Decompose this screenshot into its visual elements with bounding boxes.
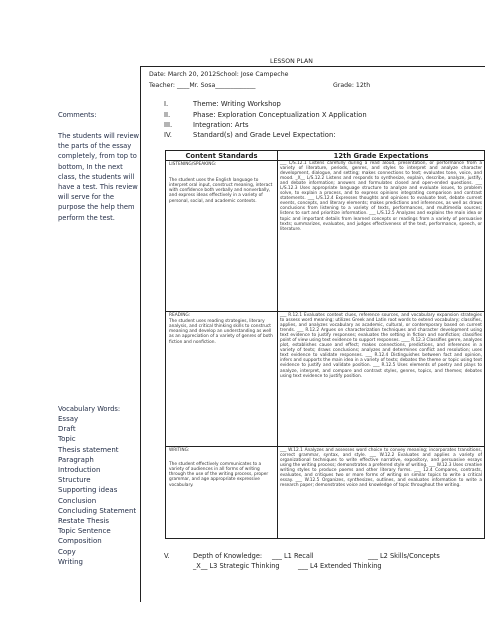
table-column-divider: [277, 150, 278, 539]
section-2-num: II.: [164, 111, 171, 119]
depth-label: Depth of Knowledge:: [193, 552, 263, 560]
lesson-plan-title: LESSON PLAN: [270, 58, 313, 65]
teacher-line: Teacher: ____Mr. Sosa_____________: [149, 82, 256, 89]
vocab-item: Concluding Statement: [58, 506, 137, 515]
comments-text: The students will review the parts of the essay completely, from top to bottom, In the next class, the students will have a test. This review will serve for the purpose the help them perform the test.: [58, 132, 140, 222]
vocab-item: Copy: [58, 547, 76, 556]
vocab-item: Paragraph: [58, 455, 94, 464]
listening-speaking-heading: LISTENING/SPEAKING:: [169, 162, 217, 167]
vocabulary-label: Vocabulary Words:: [58, 405, 121, 413]
section-3-text: Integration: Arts: [193, 121, 249, 129]
date-school-line: Date: March 20, 2012School: Jose Campeche: [149, 71, 289, 78]
section-4-text: Standard(s) and Grade Level Expectation:: [193, 131, 336, 139]
depth-num: V.: [164, 552, 170, 560]
vocab-item: Writing: [58, 557, 83, 566]
reading-heading: READING:: [169, 313, 191, 318]
grade-line: Grade: 12th: [333, 82, 371, 89]
vocab-item: Topic: [58, 435, 76, 444]
vocab-item: Restate Thesis: [58, 517, 110, 526]
vocabulary-list: [58, 414, 142, 567]
writing-description: The student effectively communicates to a variety of audiences in all forms of writing through the use of the writing process, proper grammar, and age appropriate expressive vocabulary.: [169, 462, 269, 488]
section-4-num: IV.: [164, 131, 172, 139]
vocab-item: Topic Sentence: [58, 527, 111, 536]
top-rule: [140, 66, 485, 67]
depth-l3: _X__ L3 Strategic Thinking: [193, 562, 280, 570]
vocab-item: Draft: [58, 425, 76, 434]
depth-l1: ___ L1 Recall: [272, 552, 314, 560]
listening-speaking-expectations: ___ L/S.12.1 Listens carefully during a read aloud, presentation, or performance from a variety of literature, periods, genres, and styles to interpret and analyze character development, dialogue, and setting; makes connections to text; evaluates tone, voice, and mood. _X__ L/S.12.2 Listens and responds to synthesize, explain, describe, analyze, justify, and debate information; answers and formulates closed and open-ended questions. ___ L/S.12.3 Uses appropriate language structure to analyze and evaluate issues, to problem solve, to explain a process, and to express opinions integrating comparison and contrast statements. ___ L/S.12.4 Expresses thoughts and opinions to evaluate text, debate current events, concepts, and literary elements; makes predictions and inferences, as well as draws conclusions from listening to a variety of texts, performances, and multimedia sources; listens to sort and prioritize information. ___ L/S.12.5 Analyzes and explains the main idea or topic and important details from learned concepts or readings from a variety of persuasive texts; summarizes, evaluates, and judges effectiveness of the text, performance, speech, or literature.: [280, 161, 482, 232]
vocab-item: Composition: [58, 537, 102, 546]
section-2-text: Phase: Exploration Conceptualization X Application: [193, 111, 367, 119]
comments-label: Comments:: [58, 111, 97, 119]
listening-speaking-description: The student uses the English language to interpret oral input, construct meaning, interact with confidence both verbally and nonverbally, and express ideas effectively in a variety of personal, social, and academic contexts.: [169, 178, 273, 204]
depth-l4: ___ L4 Extended Thinking: [298, 562, 382, 570]
grade-expectations-header: 12th Grade Expectations: [333, 152, 429, 160]
content-standards-header: Content Standards: [185, 152, 258, 160]
section-1-text: Theme: Writing Workshop: [193, 100, 281, 108]
section-1-num: I.: [164, 100, 169, 108]
table-row-rule-1: [165, 311, 485, 312]
vocab-item: Introduction: [58, 466, 101, 475]
section-3-num: III.: [164, 121, 173, 129]
writing-expectations: ___ W.12.1 Analyzes and assesses word choice to convey meaning; incorporates transitions, correct grammar, syntax, and style. ___ W.12.2 Evaluates and applies a variety of organizational techniques to write effective narrative, expository, and persuasive essays using the writing process; demonstrates a preferred style of writing. ___ W.12.3 Uses creative writing styles to produce poems and other literary forms. ___ 12.4 Compares, contrasts, evaluates, and critiques two or more forms of writing on similar topics to write a critical essay. ___ W.12.5 Organizes, synthesizes, outlines, and evaluates information to write a research paper; demonstrates voice and knowledge of topic throughout the writing.: [280, 448, 482, 489]
table-row-rule-2: [165, 446, 485, 447]
reading-expectations: ___ R.12.1 Evaluates context clues, reference sources, and vocabulary expansion strategies to assess word meaning; utilizes Greek and Latin root words to extend vocabulary; classifies, applies, and analyzes vocabulary as academic, cultural, or contemporary based on current trends. ___ R.12.2 Argues on characterization techniques and character development using text evidence to justify responses; evaluates the setting in fiction and nonfiction; classifies point of view using text evidence to support responses. ____ R.12.3 Classifies genre, analyzes plot, establishes cause and effect; makes connections, predictions, and inferences in a variety of texts; draws conclusions; analyzes and determines conflict and resolution; uses text evidence to validate responses. ___ R.12.4 Distinguishes between fact and opinion, infers and supports the main idea in a variety of texts; debates the theme or topic using text evidence to justify and validate position. ___ R.12.5 Uses elements of poetry and plays to analyze, interpret, and compare and contrast styles, genres, topics, and themes; debates using text evidence to justify position.: [280, 313, 482, 379]
vocab-item: Conclusion: [58, 496, 97, 505]
depth-l2: ___ L2 Skills/Concepts: [368, 552, 440, 560]
vocab-item: Structure: [58, 476, 91, 485]
vocab-item: Supporting ideas: [58, 486, 118, 495]
writing-heading: WRITING:: [169, 448, 190, 453]
vocab-item: Essay: [58, 415, 79, 423]
reading-description: The student uses reading strategies, literary analysis, and critical thinking skills to construct meaning and develop an understanding as well as an appreciation of a variety of genres of both fiction and nonfiction.: [169, 319, 273, 345]
vocab-item: Thesis statement: [58, 445, 119, 454]
